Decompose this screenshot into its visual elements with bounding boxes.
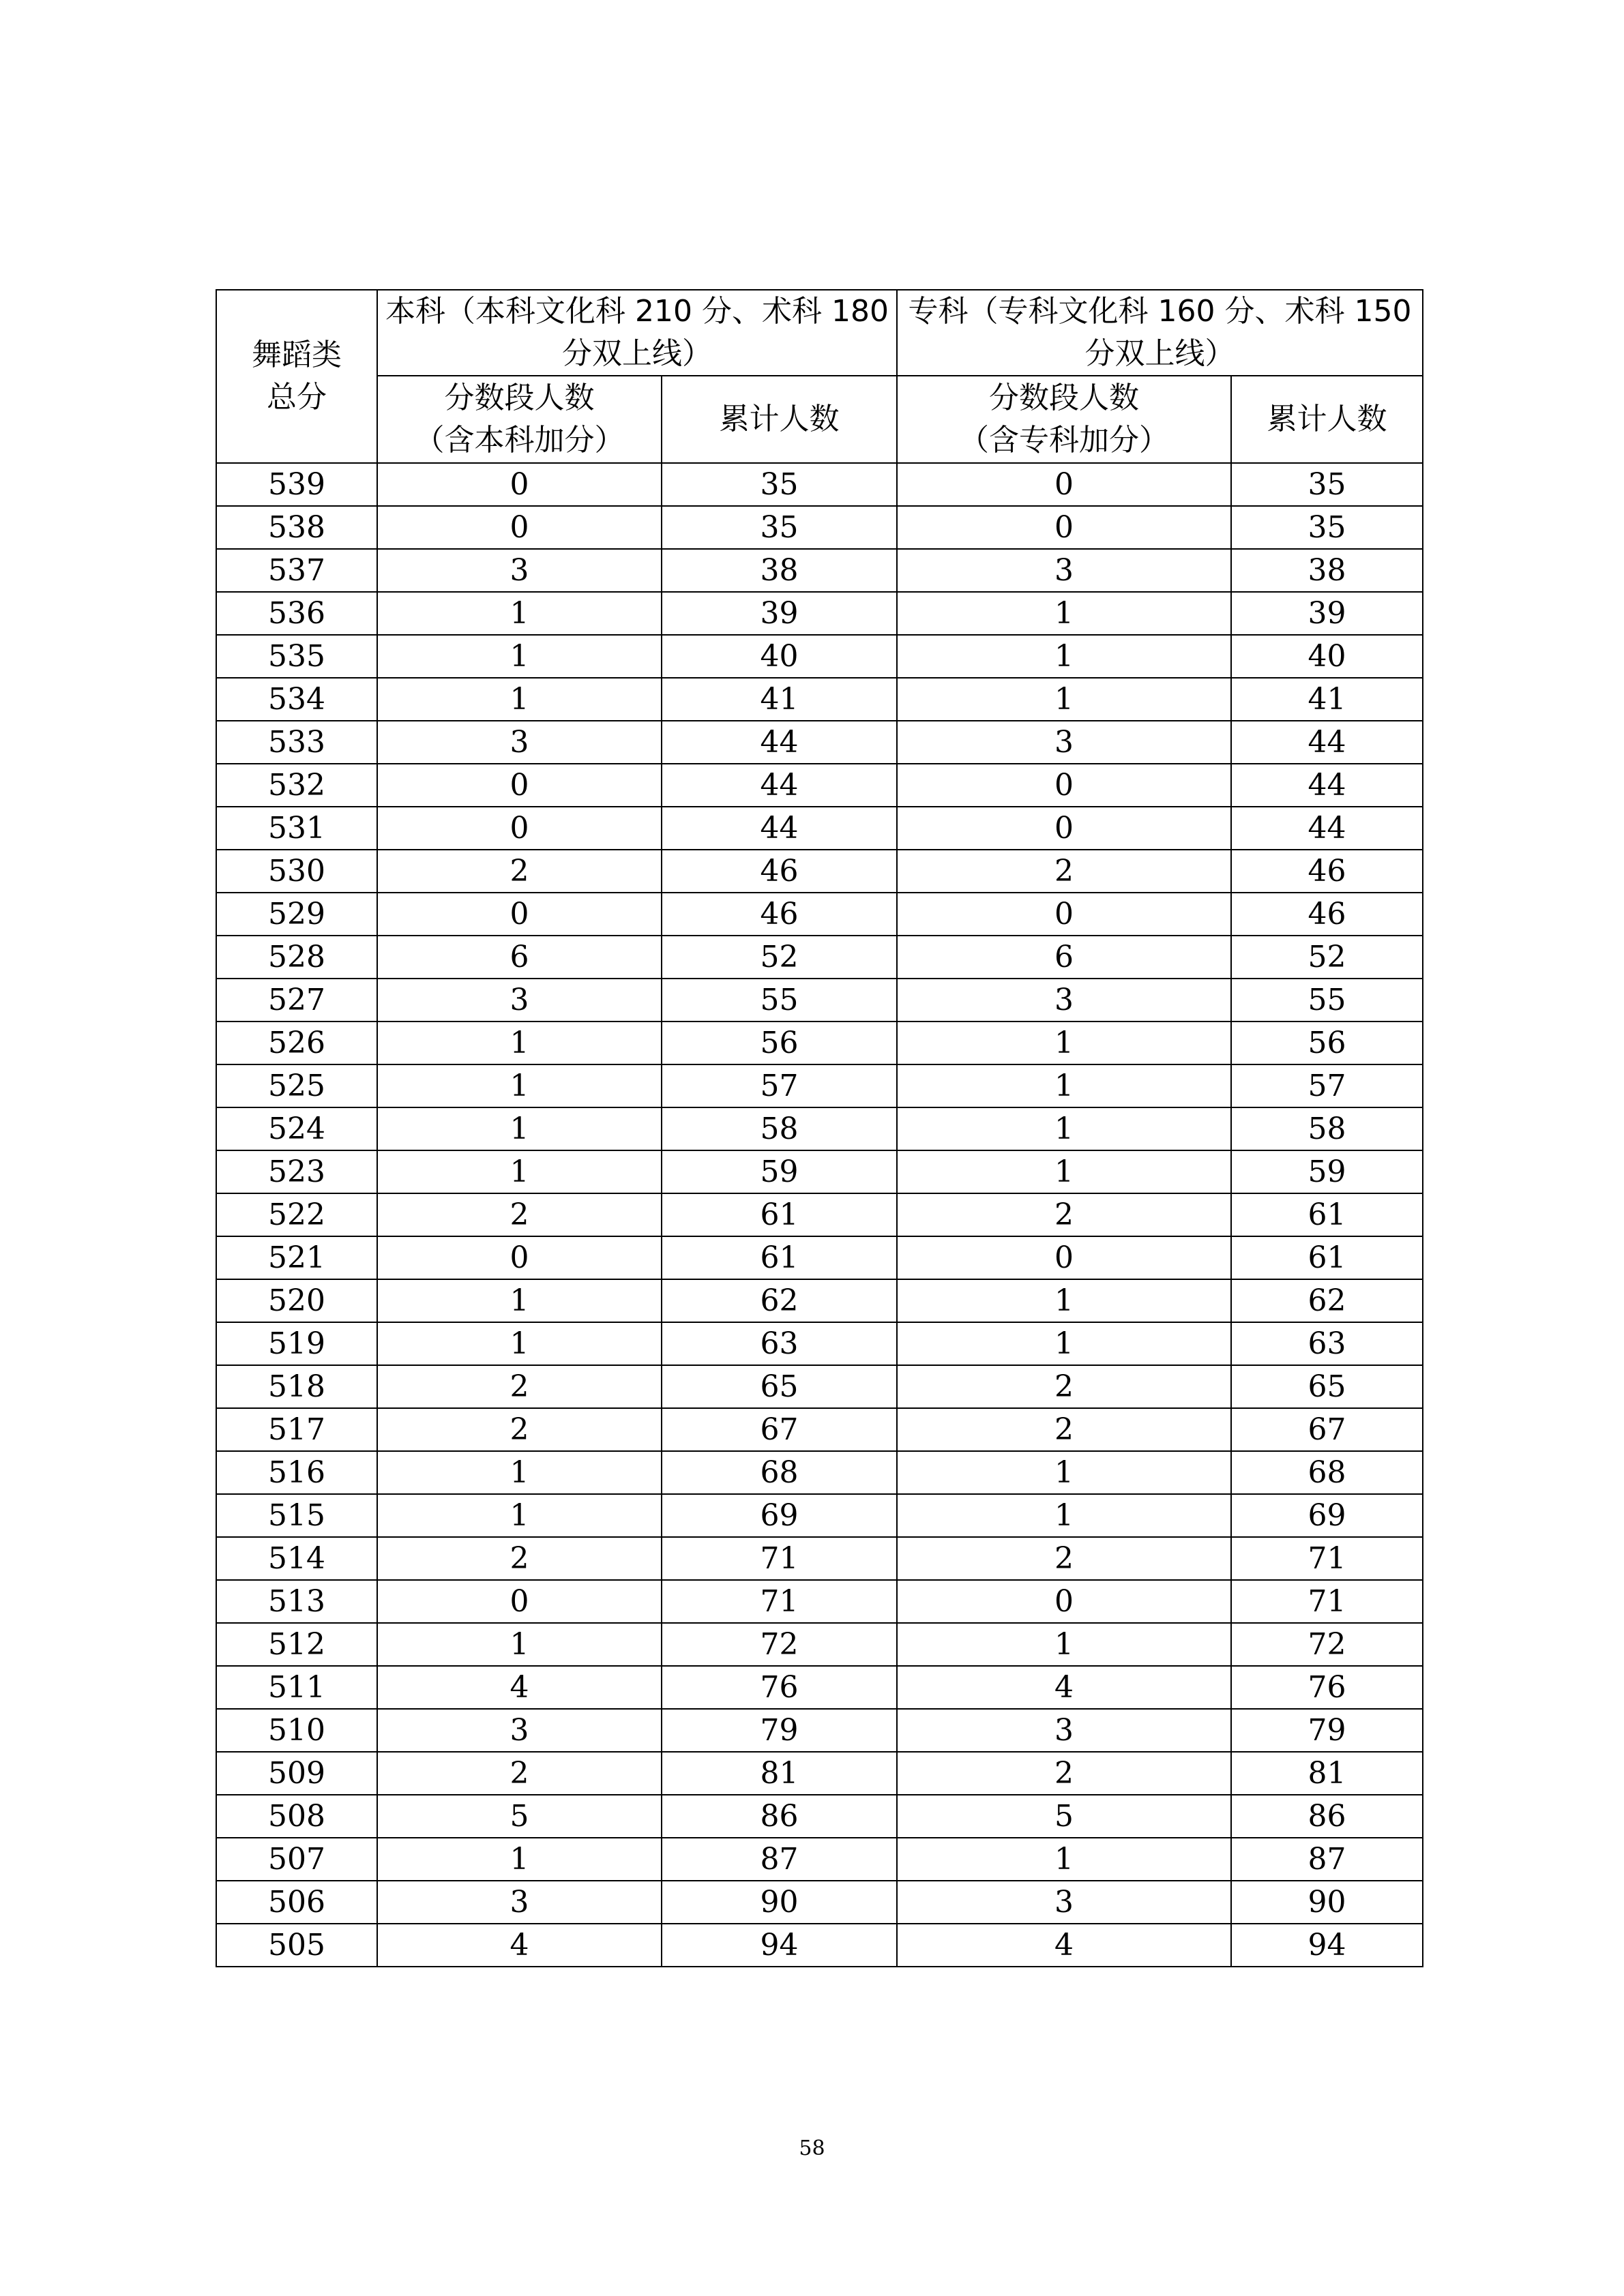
cell-undergrad-count: 1 (377, 1451, 662, 1494)
cell-undergrad-count: 2 (377, 1365, 662, 1408)
cell-score: 530 (216, 850, 377, 893)
group-header-undergraduate (377, 290, 897, 376)
table-row (216, 721, 1423, 764)
cell-undergrad-count: 1 (377, 1064, 662, 1107)
cell-undergrad-count: 1 (377, 1022, 662, 1064)
table-row (216, 549, 1423, 592)
cell-undergrad-count: 3 (377, 721, 662, 764)
table-row (216, 1365, 1423, 1408)
cell-undergrad-count: 0 (377, 506, 662, 549)
cell-undergrad-count: 2 (377, 1752, 662, 1795)
cell-undergrad-cumulative: 71 (662, 1580, 897, 1623)
cell-college-count: 1 (897, 1107, 1231, 1150)
cell-undergrad-cumulative: 44 (662, 764, 897, 807)
table-row (216, 1236, 1423, 1279)
cell-college-count: 1 (897, 635, 1231, 678)
cell-college-count: 1 (897, 1279, 1231, 1322)
cell-college-count: 1 (897, 1150, 1231, 1193)
cell-undergrad-count: 1 (377, 1150, 662, 1193)
cell-undergrad-count: 2 (377, 850, 662, 893)
cell-score: 507 (216, 1838, 377, 1881)
table-row (216, 979, 1423, 1022)
table-row (216, 1022, 1423, 1064)
subheader-line1: 分数段人数 (444, 381, 595, 415)
cell-undergrad-count: 1 (377, 678, 662, 721)
subheader-undergrad-segment-count (377, 376, 662, 463)
table-row (216, 1537, 1423, 1580)
cell-undergrad-count: 1 (377, 1107, 662, 1150)
group-header-undergraduate-line1: 本科（本科文化科 210 分、术科 180 (385, 294, 889, 329)
cell-college-cumulative: 39 (1231, 592, 1423, 635)
cell-college-cumulative: 61 (1231, 1236, 1423, 1279)
group-header-undergraduate-line2: 分双上线） (562, 336, 712, 371)
cell-score: 505 (216, 1924, 377, 1967)
corner-header-line2: 总分 (267, 380, 327, 415)
subheader-line1: 累计人数 (1267, 402, 1387, 436)
cell-college-cumulative: 46 (1231, 850, 1423, 893)
cell-undergrad-cumulative: 40 (662, 635, 897, 678)
cell-undergrad-cumulative: 94 (662, 1924, 897, 1967)
cell-undergrad-count: 2 (377, 1193, 662, 1236)
cell-undergrad-count: 6 (377, 936, 662, 979)
table-row (216, 1881, 1423, 1924)
page-number: 58 (799, 2136, 825, 2160)
cell-undergrad-count: 0 (377, 463, 662, 506)
cell-undergrad-cumulative: 79 (662, 1709, 897, 1752)
table-row (216, 592, 1423, 635)
cell-college-count: 3 (897, 1709, 1231, 1752)
subheader-line2: （含专科加分） (959, 423, 1169, 458)
cell-score: 519 (216, 1322, 377, 1365)
cell-college-count: 1 (897, 1494, 1231, 1537)
cell-score: 512 (216, 1623, 377, 1666)
table-row (216, 1752, 1423, 1795)
cell-undergrad-cumulative: 90 (662, 1881, 897, 1924)
cell-undergrad-count: 3 (377, 979, 662, 1022)
cell-undergrad-cumulative: 65 (662, 1365, 897, 1408)
subheader-college-cumulative (1231, 376, 1423, 463)
cell-score: 529 (216, 893, 377, 936)
cell-college-cumulative: 72 (1231, 1623, 1423, 1666)
cell-undergrad-cumulative: 59 (662, 1150, 897, 1193)
cell-undergrad-cumulative: 41 (662, 678, 897, 721)
cell-score: 520 (216, 1279, 377, 1322)
group-header-junior-college (897, 290, 1423, 376)
cell-college-count: 3 (897, 1881, 1231, 1924)
cell-college-cumulative: 44 (1231, 807, 1423, 850)
cell-undergrad-cumulative: 71 (662, 1537, 897, 1580)
score-distribution-table (216, 289, 1423, 1967)
cell-college-count: 0 (897, 506, 1231, 549)
cell-undergrad-count: 0 (377, 764, 662, 807)
cell-college-count: 4 (897, 1666, 1231, 1709)
cell-college-cumulative: 67 (1231, 1408, 1423, 1451)
cell-college-cumulative: 57 (1231, 1064, 1423, 1107)
cell-score: 511 (216, 1666, 377, 1709)
cell-undergrad-cumulative: 68 (662, 1451, 897, 1494)
table-row (216, 635, 1423, 678)
cell-undergrad-cumulative: 76 (662, 1666, 897, 1709)
table-row (216, 463, 1423, 506)
cell-college-count: 2 (897, 850, 1231, 893)
cell-score: 513 (216, 1580, 377, 1623)
table-row (216, 936, 1423, 979)
cell-college-count: 5 (897, 1795, 1231, 1838)
cell-score: 518 (216, 1365, 377, 1408)
table-row (216, 1322, 1423, 1365)
table-row (216, 1795, 1423, 1838)
subheader-line2: （含本科加分） (414, 423, 625, 458)
cell-undergrad-cumulative: 35 (662, 463, 897, 506)
cell-score: 538 (216, 506, 377, 549)
cell-college-cumulative: 86 (1231, 1795, 1423, 1838)
cell-college-count: 1 (897, 678, 1231, 721)
cell-undergrad-count: 0 (377, 1236, 662, 1279)
cell-college-count: 0 (897, 1236, 1231, 1279)
cell-college-count: 1 (897, 1838, 1231, 1881)
cell-college-cumulative: 59 (1231, 1150, 1423, 1193)
corner-header-line1: 舞蹈类 (252, 338, 342, 372)
table-header-row-groups (216, 290, 1423, 376)
cell-college-count: 6 (897, 936, 1231, 979)
table-row (216, 1279, 1423, 1322)
cell-college-count: 1 (897, 1623, 1231, 1666)
cell-college-cumulative: 56 (1231, 1022, 1423, 1064)
cell-score: 515 (216, 1494, 377, 1537)
table-row (216, 893, 1423, 936)
cell-college-cumulative: 58 (1231, 1107, 1423, 1150)
cell-college-cumulative: 38 (1231, 549, 1423, 592)
cell-undergrad-cumulative: 35 (662, 506, 897, 549)
cell-undergrad-count: 1 (377, 1623, 662, 1666)
cell-undergrad-count: 2 (377, 1537, 662, 1580)
cell-score: 522 (216, 1193, 377, 1236)
subheader-line1: 分数段人数 (989, 381, 1139, 415)
cell-college-cumulative: 81 (1231, 1752, 1423, 1795)
cell-college-count: 2 (897, 1365, 1231, 1408)
cell-college-cumulative: 76 (1231, 1666, 1423, 1709)
cell-undergrad-cumulative: 46 (662, 893, 897, 936)
cell-college-cumulative: 94 (1231, 1924, 1423, 1967)
table-row (216, 764, 1423, 807)
cell-undergrad-count: 2 (377, 1408, 662, 1451)
table-row (216, 678, 1423, 721)
cell-undergrad-count: 0 (377, 1580, 662, 1623)
cell-undergrad-cumulative: 87 (662, 1838, 897, 1881)
cell-college-count: 0 (897, 807, 1231, 850)
cell-college-cumulative: 71 (1231, 1580, 1423, 1623)
cell-undergrad-cumulative: 56 (662, 1022, 897, 1064)
cell-undergrad-count: 3 (377, 1709, 662, 1752)
cell-undergrad-cumulative: 86 (662, 1795, 897, 1838)
cell-score: 514 (216, 1537, 377, 1580)
cell-college-cumulative: 52 (1231, 936, 1423, 979)
cell-undergrad-cumulative: 39 (662, 592, 897, 635)
cell-college-cumulative: 46 (1231, 893, 1423, 936)
cell-score: 534 (216, 678, 377, 721)
cell-college-cumulative: 79 (1231, 1709, 1423, 1752)
cell-undergrad-cumulative: 38 (662, 549, 897, 592)
cell-college-cumulative: 65 (1231, 1365, 1423, 1408)
cell-college-cumulative: 35 (1231, 506, 1423, 549)
table-row (216, 1580, 1423, 1623)
table-row (216, 807, 1423, 850)
cell-undergrad-count: 0 (377, 893, 662, 936)
subheader-college-segment-count (897, 376, 1231, 463)
cell-undergrad-cumulative: 44 (662, 721, 897, 764)
cell-undergrad-count: 5 (377, 1795, 662, 1838)
cell-college-cumulative: 63 (1231, 1322, 1423, 1365)
cell-undergrad-cumulative: 72 (662, 1623, 897, 1666)
cell-college-count: 1 (897, 592, 1231, 635)
cell-undergrad-cumulative: 55 (662, 979, 897, 1022)
cell-college-count: 3 (897, 979, 1231, 1022)
cell-undergrad-cumulative: 52 (662, 936, 897, 979)
cell-score: 510 (216, 1709, 377, 1752)
cell-college-cumulative: 90 (1231, 1881, 1423, 1924)
table-body (216, 463, 1423, 1967)
cell-score: 521 (216, 1236, 377, 1279)
cell-score: 509 (216, 1752, 377, 1795)
cell-college-cumulative: 35 (1231, 463, 1423, 506)
cell-college-cumulative: 40 (1231, 635, 1423, 678)
table-row (216, 1451, 1423, 1494)
table-header-row-columns (216, 376, 1423, 463)
subheader-line1: 累计人数 (719, 402, 840, 436)
cell-undergrad-count: 1 (377, 1279, 662, 1322)
cell-undergrad-count: 4 (377, 1924, 662, 1967)
cell-score: 516 (216, 1451, 377, 1494)
cell-undergrad-cumulative: 44 (662, 807, 897, 850)
cell-undergrad-count: 1 (377, 1494, 662, 1537)
cell-undergrad-cumulative: 61 (662, 1193, 897, 1236)
table-row (216, 1150, 1423, 1193)
cell-college-cumulative: 61 (1231, 1193, 1423, 1236)
cell-college-count: 4 (897, 1924, 1231, 1967)
cell-undergrad-cumulative: 62 (662, 1279, 897, 1322)
cell-undergrad-cumulative: 67 (662, 1408, 897, 1451)
table-row (216, 1107, 1423, 1150)
table-row (216, 1924, 1423, 1967)
cell-college-count: 1 (897, 1451, 1231, 1494)
group-header-junior-college-line1: 专科（专科文化科 160 分、术科 150 (908, 294, 1412, 329)
cell-undergrad-cumulative: 46 (662, 850, 897, 893)
cell-undergrad-count: 1 (377, 1322, 662, 1365)
cell-score: 531 (216, 807, 377, 850)
cell-score: 526 (216, 1022, 377, 1064)
cell-score: 506 (216, 1881, 377, 1924)
group-header-junior-college-line2: 分双上线） (1084, 336, 1235, 371)
cell-college-count: 1 (897, 1022, 1231, 1064)
cell-score: 527 (216, 979, 377, 1022)
cell-college-count: 0 (897, 893, 1231, 936)
cell-college-count: 3 (897, 549, 1231, 592)
cell-college-cumulative: 87 (1231, 1838, 1423, 1881)
cell-college-count: 2 (897, 1537, 1231, 1580)
table-row (216, 1838, 1423, 1881)
cell-college-cumulative: 44 (1231, 721, 1423, 764)
cell-undergrad-cumulative: 61 (662, 1236, 897, 1279)
table-row (216, 1408, 1423, 1451)
cell-college-cumulative: 55 (1231, 979, 1423, 1022)
cell-undergrad-cumulative: 58 (662, 1107, 897, 1150)
cell-score: 525 (216, 1064, 377, 1107)
cell-college-cumulative: 44 (1231, 764, 1423, 807)
cell-college-count: 2 (897, 1408, 1231, 1451)
cell-score: 508 (216, 1795, 377, 1838)
cell-score: 533 (216, 721, 377, 764)
cell-college-cumulative: 62 (1231, 1279, 1423, 1322)
cell-college-count: 0 (897, 764, 1231, 807)
cell-undergrad-count: 0 (377, 807, 662, 850)
cell-college-cumulative: 41 (1231, 678, 1423, 721)
cell-college-count: 2 (897, 1752, 1231, 1795)
cell-undergrad-cumulative: 69 (662, 1494, 897, 1537)
table-row (216, 850, 1423, 893)
table-row (216, 1666, 1423, 1709)
table-row (216, 506, 1423, 549)
cell-college-count: 2 (897, 1193, 1231, 1236)
cell-college-count: 1 (897, 1322, 1231, 1365)
cell-college-cumulative: 68 (1231, 1451, 1423, 1494)
cell-score: 528 (216, 936, 377, 979)
cell-score: 537 (216, 549, 377, 592)
corner-header-total-score (216, 290, 377, 463)
cell-score: 523 (216, 1150, 377, 1193)
cell-college-count: 0 (897, 1580, 1231, 1623)
table-row (216, 1709, 1423, 1752)
cell-undergrad-cumulative: 57 (662, 1064, 897, 1107)
cell-college-count: 3 (897, 721, 1231, 764)
cell-score: 539 (216, 463, 377, 506)
cell-score: 532 (216, 764, 377, 807)
cell-score: 536 (216, 592, 377, 635)
cell-undergrad-cumulative: 63 (662, 1322, 897, 1365)
cell-undergrad-count: 4 (377, 1666, 662, 1709)
cell-score: 517 (216, 1408, 377, 1451)
cell-score: 535 (216, 635, 377, 678)
cell-college-cumulative: 69 (1231, 1494, 1423, 1537)
table-row (216, 1064, 1423, 1107)
subheader-undergrad-cumulative (662, 376, 897, 463)
cell-undergrad-cumulative: 81 (662, 1752, 897, 1795)
cell-college-cumulative: 71 (1231, 1537, 1423, 1580)
cell-undergrad-count: 3 (377, 1881, 662, 1924)
cell-score: 524 (216, 1107, 377, 1150)
cell-college-count: 1 (897, 1064, 1231, 1107)
cell-undergrad-count: 1 (377, 592, 662, 635)
cell-college-count: 0 (897, 463, 1231, 506)
table-row (216, 1623, 1423, 1666)
cell-undergrad-count: 3 (377, 549, 662, 592)
table-row (216, 1193, 1423, 1236)
table-row (216, 1494, 1423, 1537)
cell-undergrad-count: 1 (377, 635, 662, 678)
cell-undergrad-count: 1 (377, 1838, 662, 1881)
